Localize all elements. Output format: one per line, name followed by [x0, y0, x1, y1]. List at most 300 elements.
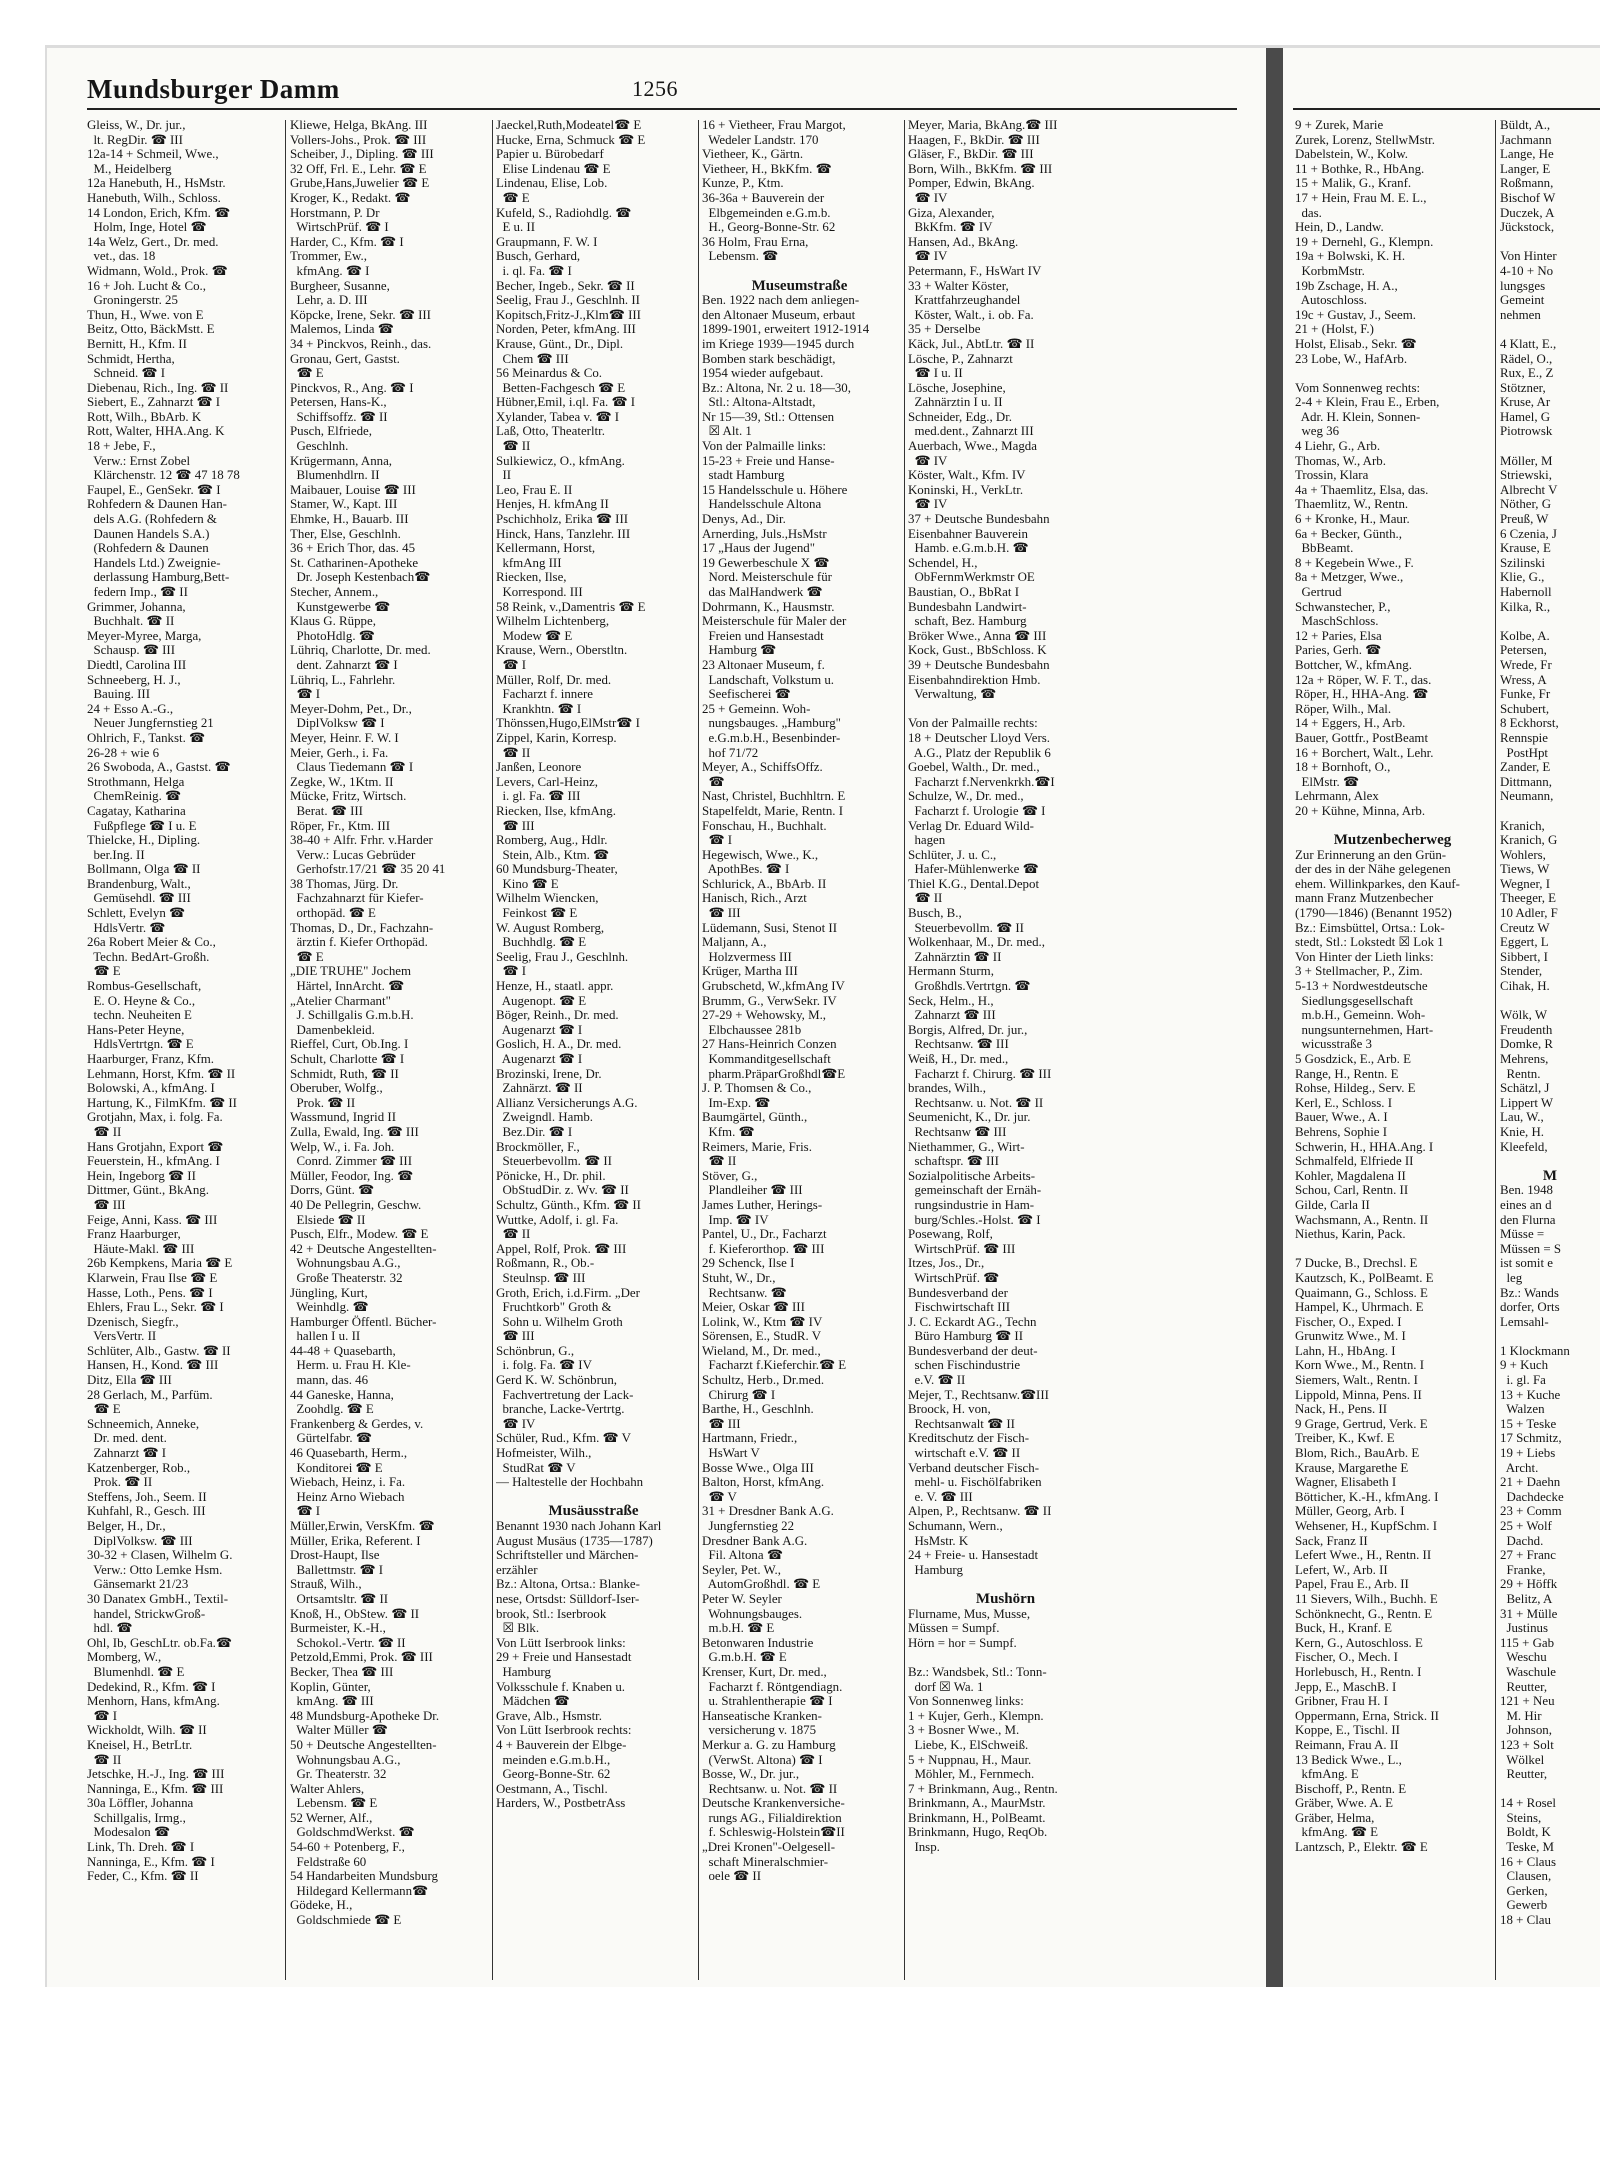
directory-entry-line: Ohlrich, F., Tankst. ☎ — [87, 730, 206, 745]
directory-entry-line: 5-13 + Nordwestdeutsche — [1295, 979, 1428, 994]
directory-entry-line: Krankhtn. ☎ I — [496, 701, 582, 716]
directory-entry-line: handel, StrickwGroß- — [87, 1606, 206, 1621]
directory-entry-line: 36 Holm, Frau Erna, — [702, 234, 809, 249]
directory-entry-line: Franke, — [1500, 1562, 1546, 1577]
directory-entry-line: DiplVolksw. ☎ III — [87, 1533, 193, 1548]
directory-entry-line: Hartmann, Friedr., — [702, 1431, 798, 1446]
directory-entry-line: 3 + Stellmacher, P., Zim. — [1295, 964, 1423, 979]
directory-entry-line: 9 Grage, Gertrud, Verk. E — [1295, 1416, 1428, 1431]
directory-entry-line: Schultz, Herb., Dr.med. — [702, 1373, 825, 1388]
directory-entry-line: Bottcher, W., kfmAng. — [1295, 657, 1412, 672]
directory-entry-line: Stl.: Altona-Altstadt, — [702, 395, 816, 410]
directory-entry-line: Schmalfeld, Elfriede II — [1295, 1154, 1414, 1169]
directory-entry-line: 8 Eckhorst, — [1500, 716, 1559, 731]
directory-entry-line: nungsbauges. „Hamburg" — [702, 716, 841, 731]
directory-entry-line: Kranich, — [1500, 818, 1545, 833]
directory-entry-line: Boldt, K — [1500, 1825, 1551, 1840]
directory-entry-line: 18 + Deutscher Lloyd Vers. — [908, 730, 1050, 745]
directory-entry-line: Bosse, W., Dr. jur., — [702, 1767, 800, 1782]
directory-entry-line: ☎ E — [496, 190, 530, 205]
directory-entry-line: Gewerb — [1500, 1898, 1548, 1913]
directory-entry-line: den Flurna — [1500, 1212, 1556, 1227]
directory-entry-line: Seefischerei ☎ — [702, 687, 791, 702]
directory-entry-line: Kock, Gust., BbSchloss. K — [908, 643, 1047, 658]
directory-entry-line: Facharzt f. innere — [496, 687, 593, 702]
directory-entry-line: Modesalon ☎ — [87, 1825, 171, 1840]
directory-entry-line: Facharzt f.Kieferchir.☎ E — [702, 1358, 847, 1373]
directory-entry-line: ☎ — [702, 774, 725, 789]
directory-entry-line: ☎ E — [290, 949, 324, 964]
directory-entry-line: Pusch, Elfriede, — [290, 424, 372, 439]
directory-entry-line: Imp. ☎ IV — [702, 1212, 769, 1227]
directory-entry-line: Meier, Oskar ☎ III — [702, 1300, 805, 1315]
directory-entry-line: Brozinski, Irene, Dr. — [496, 1066, 602, 1081]
directory-entry-line: Wegner, I — [1500, 876, 1550, 891]
directory-entry-line: lt. RegDir. ☎ III — [87, 132, 183, 147]
directory-entry-line: Diebenau, Rich., Ing. ☎ II — [87, 380, 229, 395]
directory-entry-line: Piotrowsk — [1500, 424, 1553, 439]
directory-entry-line: Dr. med. dent. — [87, 1431, 167, 1446]
directory-entry-line: Vom Sonnenweg rechts: — [1295, 380, 1421, 395]
directory-entry-line: Reutter, — [1500, 1767, 1548, 1782]
directory-entry-line: ☎ I — [496, 657, 527, 672]
directory-entry-line: dent. Zahnarzt ☎ I — [290, 657, 398, 672]
directory-entry-line: Domke, R — [1500, 1037, 1553, 1052]
directory-entry-line: e.V. ☎ II — [908, 1373, 966, 1388]
directory-entry-line: 17 „Haus der Jugend" — [702, 541, 816, 556]
directory-entry-line: Striewski, — [1500, 468, 1552, 483]
directory-entry-line: Fischwirtschaft III — [908, 1300, 1011, 1315]
directory-entry-line: Rott, Walter, HHA.Ang. K — [87, 424, 225, 439]
directory-entry-line: Petersen, — [1500, 643, 1547, 658]
directory-entry-line: Lau, W., — [1500, 1110, 1544, 1125]
directory-entry-line — [1500, 994, 1600, 1009]
directory-entry-line: Jepp, E., MaschB. I — [1295, 1679, 1397, 1694]
directory-entry-line: Lantzsch, P., Elektr. ☎ E — [1295, 1840, 1428, 1855]
directory-entry-line: Nack, H., Pens. II — [1295, 1402, 1388, 1417]
page-number: 1256 — [632, 76, 678, 101]
right-directory-page — [1283, 48, 1600, 1987]
directory-entry-line: Schneemich, Anneke, — [87, 1416, 200, 1431]
directory-entry-line: Peter W. Seyler — [702, 1591, 782, 1606]
directory-entry-line: 1 + Kujer, Gerh., Klempn. — [908, 1708, 1044, 1723]
directory-entry-line: Kilka, R., — [1500, 599, 1551, 614]
header-rule — [87, 108, 1237, 110]
directory-entry-line — [908, 1577, 1103, 1592]
directory-entry-line: Fil. Altona ☎ — [702, 1548, 783, 1563]
directory-entry-line: Gilde, Carla II — [1295, 1197, 1370, 1212]
directory-entry-line: Müsse = — [1500, 1227, 1545, 1242]
directory-entry-line: 12a Hanebuth, H., HsMstr. — [87, 176, 226, 191]
directory-entry-line: Bundesverband der — [908, 1285, 1008, 1300]
directory-entry-line: Kfm. ☎ — [702, 1124, 755, 1139]
directory-entry-line: ObFernmWerkmstr OE — [908, 570, 1035, 585]
directory-entry-line: 18 + Jebe, F., — [87, 439, 156, 454]
directory-entry-line: Feinkost ☎ E — [496, 906, 578, 921]
directory-entry-line: burg/Schles.-Holst. ☎ I — [908, 1212, 1041, 1227]
directory-entry-line: Trossin, Klara — [1295, 468, 1369, 483]
directory-entry-line: Dachd. — [1500, 1533, 1544, 1548]
directory-entry-line: HdlsVertr. ☎ — [87, 920, 166, 935]
directory-entry-line: Malemos, Linda ☎ — [290, 322, 394, 337]
directory-entry-line: pharm.PräparGroßhdl☎E — [702, 1066, 846, 1081]
directory-entry-line: 44-48 + Quasebarth, — [290, 1343, 396, 1358]
directory-entry-line: Bollmann, Olga ☎ II — [87, 862, 201, 877]
directory-entry-line: Rott, Wilh., BbArb. K — [87, 409, 202, 424]
directory-entry-line: Cihak, H. — [1500, 979, 1550, 994]
directory-entry-line: Hörn = hor = Sumpf. — [908, 1635, 1017, 1650]
directory-entry-line — [1500, 1154, 1600, 1169]
directory-entry-line: Schmidt, Ruth, ☎ II — [290, 1066, 399, 1081]
directory-entry-line: Schultz, Günth., Kfm. ☎ II — [496, 1197, 641, 1212]
directory-entry-line: Pantel, U., Dr., Facharzt — [702, 1227, 827, 1242]
directory-entry-line: Lefert, W., Arb. II — [1295, 1562, 1388, 1577]
directory-entry-line: WirtschPrüf. ☎ III — [908, 1241, 1016, 1256]
directory-entry-line: der des in der Nähe gelegenen — [1295, 862, 1451, 877]
directory-entry-line: Röper, H., HHA-Ang. ☎ — [1295, 687, 1429, 702]
directory-entry-line: Zoohdlg. ☎ E — [290, 1402, 374, 1417]
directory-entry-line: Facharzt f. Urologie ☎ I — [908, 803, 1046, 818]
directory-entry-line: James Luther, Herings- — [702, 1197, 823, 1212]
directory-entry-line: Funke, Fr — [1500, 687, 1551, 702]
directory-entry-line: E. O. Heyne & Co., — [87, 993, 196, 1008]
directory-entry-line: H., Georg-Bonne-Str. 62 — [702, 220, 836, 235]
directory-entry-line: Giza, Alexander, — [908, 205, 995, 220]
directory-entry-line: i. folg. Fa. ☎ IV — [496, 1358, 592, 1373]
directory-entry-line: Augenarzt ☎ I — [496, 1022, 583, 1037]
directory-entry-line: Busch, Gerhard, — [496, 249, 581, 264]
directory-entry-line: Waschule — [1500, 1664, 1556, 1679]
directory-entry-line — [1500, 614, 1600, 629]
directory-entry-line: Jückstock, — [1500, 220, 1555, 235]
directory-entry-line: Becher, Ingeb., Sekr. ☎ II — [496, 278, 635, 293]
directory-entry-line: ApothBes. ☎ I — [702, 862, 790, 877]
directory-entry-line: i. gl. Fa. ☎ III — [496, 789, 581, 804]
directory-entry-line: Bomben stark beschädigt, — [702, 351, 836, 366]
directory-entry-line: 4 Klatt, E., — [1500, 336, 1557, 351]
directory-entry-line: Fußpflege ☎ I u. E — [87, 818, 197, 833]
directory-entry-line: Wassmund, Ingrid II — [290, 1110, 397, 1125]
directory-entry-line: 58 Reink, v.,Damentris ☎ E — [496, 599, 646, 614]
directory-entry-line: ☎ E — [290, 366, 324, 381]
directory-entry-line: das MalHandwerk ☎ — [702, 585, 823, 599]
directory-entry-line: HsWart V — [702, 1446, 760, 1461]
directory-entry-line: Schwerin, H., HHA.Ang. I — [1295, 1139, 1434, 1154]
directory-entry-line: Korrespond. III — [496, 585, 583, 599]
directory-entry-line: Belger, H., Dr., — [87, 1519, 166, 1533]
directory-entry-line: leg — [1500, 1270, 1523, 1285]
directory-entry-line: Grunwitz Wwe., M. I — [1295, 1329, 1406, 1344]
directory-entry-line: 56 Meinardus & Co. — [496, 366, 602, 381]
directory-entry-line: Alpen, P., Rechtsanw. ☎ II — [908, 1504, 1052, 1519]
directory-entry-line: Kommanditgesellschaft — [702, 1052, 831, 1066]
directory-entry-line: Ehmke, H., Bauarb. III — [290, 512, 409, 527]
directory-entry-line: Modew ☎ E — [496, 628, 573, 643]
directory-entry-line: ☎ IV — [908, 497, 948, 512]
directory-entry-line: Lebensm. ☎ — [702, 249, 779, 264]
left-directory-page — [47, 48, 1266, 1987]
directory-entry-line: ☎ IV — [908, 190, 948, 205]
directory-entry-line: Koplin, Günter, — [290, 1679, 371, 1694]
directory-entry-line: 26b Kempkens, Maria ☎ E — [87, 1256, 233, 1271]
directory-entry-line: Hanebuth, Wilh., Schloss. — [87, 190, 221, 205]
directory-entry-line: Stein, Alb., Ktm. ☎ — [496, 847, 610, 862]
directory-entry-line: 30-32 + Clasen, Wilhelm G. — [87, 1548, 233, 1563]
directory-entry-line: Balton, Horst, kfmAng. — [702, 1475, 825, 1490]
directory-entry-line: Vollers-Johs., Prok. ☎ III — [290, 132, 427, 147]
directory-entry-line: Ditz, Ella ☎ III — [87, 1373, 172, 1388]
directory-entry-line: Meyer, Heinr. F. W. I — [290, 730, 399, 745]
directory-entry-line: Möhler, M., Fernmech. — [908, 1767, 1035, 1782]
directory-column-3 — [496, 118, 691, 1811]
directory-entry-line: Faupel, E., GenSekr. ☎ I — [87, 482, 221, 497]
directory-entry-line: Paries, Gerh. ☎ — [1295, 643, 1382, 658]
directory-entry-line: Lippert W — [1500, 1095, 1554, 1110]
directory-entry-line: Gronau, Gert, Gastst. — [290, 351, 400, 366]
directory-entry-line: Dorrs, Günt. ☎ — [290, 1183, 375, 1198]
directory-entry-line: ☎ V — [702, 1489, 737, 1504]
directory-entry-line: Verwaltung, ☎ — [908, 687, 997, 702]
directory-entry-line: MaschSchloss. — [1295, 614, 1379, 629]
directory-entry-line: ☎ II — [908, 891, 943, 906]
directory-entry-line: Gleiss, W., Dr. jur., — [87, 118, 186, 132]
directory-entry-line — [702, 264, 897, 279]
directory-entry-line: Strauß, Wilh., — [290, 1577, 362, 1592]
directory-entry-line: Gribner, Frau H. I — [1295, 1694, 1388, 1709]
directory-entry-line: 29 Schenck, Ilse I — [702, 1256, 795, 1271]
directory-entry-line: ChemReinig. ☎ — [87, 789, 182, 804]
directory-entry-line: Krause, Margarethe E — [1295, 1460, 1409, 1475]
directory-entry-line: Siebert, E., Zahnarzt ☎ I — [87, 395, 221, 410]
directory-entry-line: KorbmMstr. — [1295, 263, 1365, 278]
directory-entry-line: den Altonaer Museum, erbaut — [702, 307, 856, 322]
directory-entry-line: Rechtsanw. u. Not. ☎ II — [702, 1781, 838, 1796]
directory-entry-line: hallen I u. II — [290, 1329, 361, 1344]
directory-entry-line: Niethus, Karin, Pack. — [1295, 1227, 1406, 1242]
directory-entry-line: Seyler, Pet. W., — [702, 1562, 781, 1577]
directory-entry-line: 12a + Röper, W. F. T., das. — [1295, 672, 1432, 687]
directory-entry-line: Schubert, — [1500, 701, 1550, 716]
directory-entry-line: Steffens, Joh., Seem. II — [87, 1489, 207, 1504]
directory-entry-line: dels A.G. (Rohfedern & — [87, 512, 217, 527]
directory-entry-line: Dittmer, Günt., BkAng. — [87, 1183, 209, 1198]
directory-entry-line: Wolkenhaar, M., Dr. med., — [908, 935, 1045, 950]
directory-entry-line: Von Hinter der Lieth links: — [1295, 949, 1434, 964]
directory-entry-line: 30 Danatex GmbH., Textil- — [87, 1591, 228, 1606]
directory-entry-line: Bz.: Eimsbüttel, Ortsa.: Lok- — [1295, 920, 1445, 935]
directory-entry-line: 6a + Becker, Günth., — [1295, 526, 1402, 541]
directory-entry-line: Rechtsanw. ☎ — [702, 1285, 787, 1300]
directory-entry-line: m.b.H. ☎ E — [702, 1621, 775, 1636]
directory-entry-line: Bötticher, K.-H., kfmAng. I — [1295, 1489, 1439, 1504]
directory-entry-line: Gerd K. W. Schönbrun, — [496, 1373, 618, 1388]
directory-entry-line: derlassung Hamburg,Bett- — [87, 570, 230, 585]
directory-entry-line: Pinckvos, R., Ang. ☎ I — [290, 380, 414, 395]
directory-entry-line: Ther, Else, Geschlnh. — [290, 526, 401, 541]
directory-entry-line: II — [496, 468, 512, 483]
directory-entry-line: Autoschloss. — [1295, 293, 1367, 308]
directory-entry-line: 39 + Deutsche Bundesbahn — [908, 657, 1050, 672]
directory-entry-line: Tiews, W — [1500, 862, 1550, 877]
directory-entry-line: 14 London, Erich, Kfm. ☎ — [87, 205, 231, 220]
directory-entry-line: Große Theaterstr. 32 — [290, 1270, 403, 1285]
directory-entry-line: Fonschau, H., Buchhalt. — [702, 818, 827, 833]
directory-entry-line: Von Hinter — [1500, 249, 1557, 264]
directory-entry-line: Papier u. Bürobedarf — [496, 147, 604, 162]
directory-entry-line: 11 Sievers, Wilh., Buchh. E — [1295, 1591, 1438, 1606]
directory-entry-line: ☎ I — [87, 1708, 118, 1723]
directory-entry-line: Brinkmann, H., PolBeamt. — [908, 1810, 1046, 1825]
directory-entry-line: Siemers, Walt., Rentn. I — [1295, 1373, 1418, 1388]
directory-entry-line: Landschaft, Volkstum u. — [702, 672, 835, 687]
directory-entry-line: 24 + Freie- u. Hansestadt — [908, 1548, 1039, 1563]
directory-entry-line: Klie, G., — [1500, 570, 1545, 585]
directory-entry-line: Siedlungsgesellschaft — [1295, 993, 1414, 1008]
directory-entry-line: Chirurg ☎ I — [702, 1387, 776, 1402]
directory-entry-line: Claus Tiedemann ☎ I — [290, 760, 414, 775]
directory-entry-line: wicusstraße 3 — [1295, 1037, 1372, 1052]
directory-entry-line: f. Kieferorthop. ☎ III — [702, 1241, 825, 1256]
directory-entry-line: Röper, Fr., Ktm. III — [290, 818, 391, 833]
directory-entry-line: Zahnarzt ☎ III — [908, 1008, 996, 1023]
directory-entry-line: 123 + Solt — [1500, 1737, 1554, 1752]
directory-entry-line: i. ql. Fa. ☎ I — [496, 263, 572, 278]
directory-entry-line: 14a Welz, Gert., Dr. med. — [87, 234, 219, 249]
directory-entry-line: Leo, Frau E. II — [496, 482, 573, 497]
directory-entry-line: Nanninga, E., Kfm. ☎ I — [87, 1854, 215, 1869]
directory-entry-line: Hafer-Mühlenwerke ☎ — [908, 862, 1039, 877]
directory-entry-line: 26a Robert Meier & Co., — [87, 935, 216, 950]
directory-entry-line: Wuttke, Adolf, i. gl. Fa. — [496, 1212, 619, 1227]
directory-entry-line: 36 + Erich Thor, das. 45 — [290, 541, 416, 556]
directory-entry-line: Blumenhdlrn. II — [290, 468, 380, 483]
directory-entry-line: 17 Schmitz, — [1500, 1431, 1562, 1446]
directory-entry-line: 121 + Neu — [1500, 1694, 1555, 1709]
directory-entry-line: J. P. Thomsen & Co., — [702, 1081, 812, 1096]
directory-entry-line: eines an d — [1500, 1197, 1552, 1212]
directory-entry-line: Hanseatische Kranken- — [702, 1708, 822, 1723]
directory-entry-line: Liebe, K., ElSchweiß. — [908, 1737, 1029, 1752]
directory-entry-line: 115 + Gab — [1500, 1635, 1555, 1650]
directory-entry-line: Kreditschutz der Fisch- — [908, 1431, 1029, 1446]
directory-entry-line: 19 + Dernehl, G., Klempn. — [1295, 234, 1434, 249]
directory-entry-line: Meyer-Myree, Marga, — [87, 628, 202, 643]
directory-entry-line: J. C. Eckardt AG., Techn — [908, 1314, 1037, 1329]
directory-entry-line: Facharzt f. Chirurg. ☎ III — [908, 1066, 1052, 1081]
directory-entry-line: Scheiber, J., Dipling. ☎ III — [290, 147, 434, 162]
directory-entry-line: Gr. Theaterstr. 32 — [290, 1767, 387, 1782]
directory-entry-line: A.G., Platz der Republik 6 — [908, 745, 1051, 760]
directory-entry-line: Schönbrun, G., — [496, 1343, 575, 1358]
directory-entry-line: 46 Quasebarth, Herm., — [290, 1446, 408, 1461]
directory-entry-line — [1500, 804, 1600, 819]
directory-entry-line: Clausen, — [1500, 1869, 1552, 1884]
directory-entry-line: 11 + Bothke, R., HbAng. — [1295, 161, 1425, 176]
directory-entry-line: ☎ III — [702, 1416, 741, 1431]
directory-entry-line: Lebensm. ☎ E — [290, 1796, 378, 1811]
directory-entry-line: 5 + Nuppnau, H., Maur. — [908, 1752, 1032, 1767]
directory-entry-line: Rieffel, Curt, Ob.Ing. I — [290, 1037, 409, 1052]
directory-entry-line: 44 Ganeske, Hanna, — [290, 1387, 394, 1402]
directory-entry-line: „DIE TRUHE" Jochem — [290, 964, 412, 979]
directory-entry-line: (Rohfedern & Daunen — [87, 541, 209, 556]
directory-entry-line: 30a Löffler, Johanna — [87, 1796, 194, 1811]
directory-entry-line: Dedekind, R., Kfm. ☎ I — [87, 1679, 216, 1694]
directory-entry-line: Häute-Makl. ☎ III — [87, 1241, 195, 1256]
directory-entry-line: ☎ IV — [496, 1416, 536, 1431]
directory-entry-line: Wölkel — [1500, 1752, 1545, 1767]
directory-entry-line: 12 + Paries, Elsa — [1295, 628, 1382, 643]
directory-entry-line: rungs AG., Filialdirektion — [702, 1810, 842, 1825]
directory-entry-line: Steins, — [1500, 1810, 1542, 1825]
directory-entry-line: Schult, Charlotte ☎ I — [290, 1052, 405, 1066]
directory-entry-line: Steuerbevollm. ☎ II — [496, 1154, 612, 1169]
directory-entry-line: Schausp. ☎ III — [87, 643, 176, 658]
directory-entry-line: Schneid. ☎ I — [87, 366, 165, 381]
directory-entry-line: Kranich, G — [1500, 833, 1558, 848]
directory-entry-line: Beitz, Otto, BäckMstt. E — [87, 322, 215, 337]
directory-entry-line: Zur Erinnerung an den Grün- — [1295, 847, 1447, 862]
directory-entry-line: Kerl, E., Schloss. I — [1295, 1095, 1393, 1110]
directory-entry-line: Eggert, L — [1500, 935, 1549, 950]
directory-entry-line: Freien und Hansestadt — [702, 628, 824, 643]
directory-entry-line: 4 Liehr, G., Arb. — [1295, 439, 1381, 454]
directory-entry-line: Thaemlitz, W., Rentn. — [1295, 497, 1409, 512]
directory-entry-line: ☒ Blk. — [496, 1621, 540, 1636]
directory-entry-line: Hamburg ☎ — [702, 643, 777, 658]
directory-entry-line: 60 Mundsburg-Theater, — [496, 862, 618, 877]
street-heading: Museumstraße — [751, 278, 848, 294]
directory-entry-line: (VerwSt. Altona) ☎ I — [702, 1752, 823, 1767]
directory-entry-line: Hans Grotjahn, Export ☎ — [87, 1139, 224, 1154]
directory-entry-line: Grubschetd, W.,kfmAng IV — [702, 979, 845, 994]
directory-entry-line: Kuhfahl, R., Gesch. III — [87, 1504, 206, 1519]
directory-entry-line: Schlurick, A., BbArb. II — [702, 876, 827, 891]
directory-entry-line: Sörensen, E., StudR. V — [702, 1329, 822, 1344]
directory-entry-line: Wedeler Landstr. 170 — [702, 132, 819, 147]
directory-entry-line: Stöver, G., — [702, 1168, 758, 1183]
directory-entry-line: Henjes, H. kfmAng II — [496, 497, 609, 512]
directory-entry-line: Goebel, Walth., Dr. med., — [908, 760, 1040, 775]
directory-entry-line: Möller, M — [1500, 453, 1553, 468]
directory-entry-line: Gödeke, H., — [290, 1898, 353, 1913]
directory-entry-line: Feige, Anni, Kass. ☎ III — [87, 1212, 218, 1227]
directory-entry-line: Von Sonnenweg links: — [908, 1694, 1024, 1709]
directory-entry-line: Grimmer, Johanna, — [87, 599, 186, 614]
directory-entry-line: Gräber, Wwe. A. E — [1295, 1796, 1394, 1811]
directory-entry-line: Härtel, InnArcht. ☎ — [290, 979, 405, 994]
directory-entry-line: Stötzner, — [1500, 380, 1546, 395]
directory-entry-line: Flurname, Mus, Musse, — [908, 1606, 1031, 1621]
directory-entry-line: Meier, Gerh., i. Fa. — [290, 745, 389, 760]
directory-entry-line: Weiß, H., Dr. med., — [908, 1052, 1009, 1066]
directory-entry-line: Fischer, O., Exped. I — [1295, 1314, 1402, 1329]
directory-entry-line: August Musäus (1735—1787) — [496, 1533, 653, 1548]
directory-entry-line: Großhdls.Vertrtgn. ☎ — [908, 979, 1031, 994]
column-divider — [492, 120, 493, 1980]
directory-entry-line: ElMstr. ☎ — [1295, 774, 1360, 789]
directory-entry-line: Gemüsehdl. ☎ III — [87, 891, 191, 906]
directory-entry-line: Bosse Wwe., Olga III — [702, 1460, 814, 1475]
directory-entry-line: Klarwein, Frau Ilse ☎ E — [87, 1270, 218, 1285]
directory-entry-line: Lahn, H., HbAng. I — [1295, 1343, 1396, 1358]
directory-entry-line: Kunstgewerbe ☎ — [290, 599, 391, 614]
directory-entry-line: Niethammer, G., Wirt- — [908, 1139, 1025, 1154]
directory-entry-line: Ehlers, Frau L., Sekr. ☎ I — [87, 1300, 224, 1315]
directory-entry-line: Pönicke, H., Dr. phil. — [496, 1168, 606, 1183]
directory-entry-line: 7 Ducke, B., Drechsl. E — [1295, 1256, 1418, 1271]
directory-entry-line: Buck, H., Kranf. E — [1295, 1621, 1393, 1636]
